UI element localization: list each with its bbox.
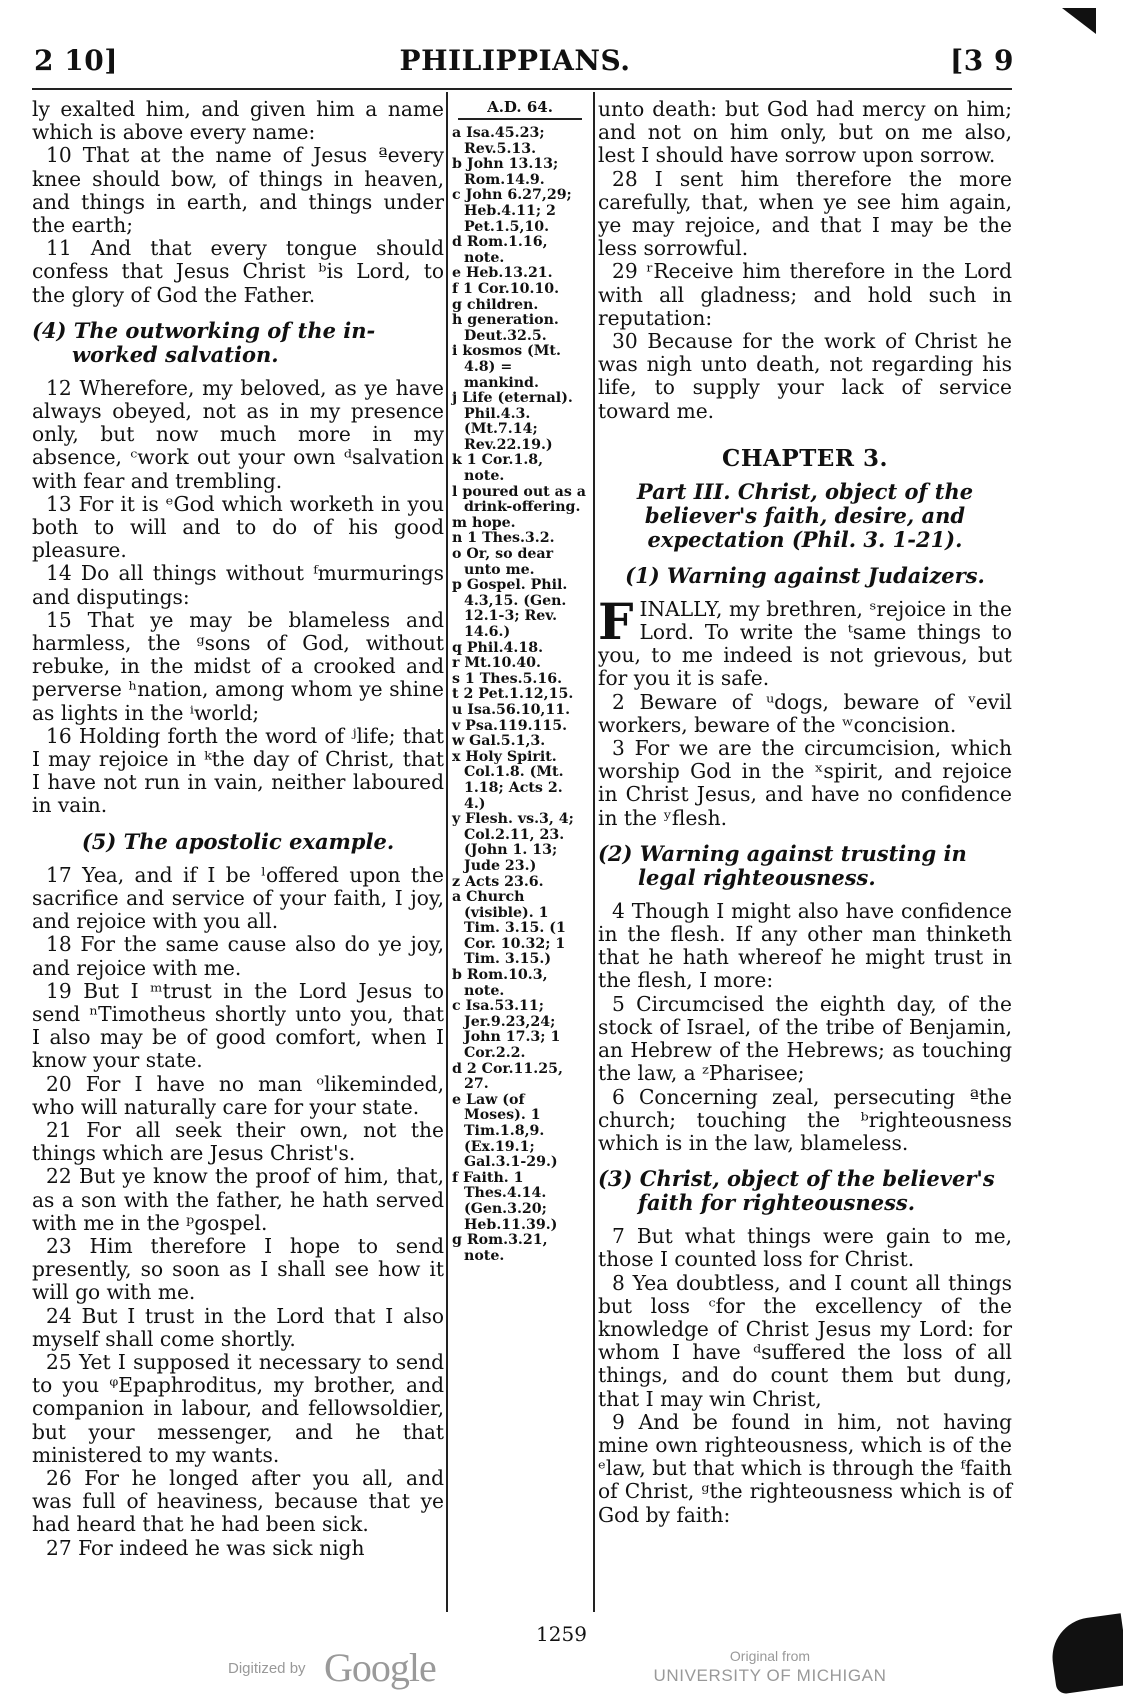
- left-text-column: [32, 98, 444, 1560]
- cross-reference-note: f Faith. 1 Thes.4.14. (Gen.3.20; Heb.11.39.): [452, 1169, 558, 1233]
- header-book-title: PHILIPPIANS.: [399, 44, 631, 77]
- original-from-label: Original from: [729, 1648, 811, 1664]
- section-heading: (4) The outworking of the in-worked salvation.: [32, 317, 376, 367]
- cross-reference-note: i kosmos (Mt. 4.8) = mankind.: [452, 343, 561, 391]
- cross-reference-note: o Or, so dear unto me.: [452, 546, 554, 578]
- verse: 6 Concerning zeal, persecuting ªthe church; touching the ᵇrighteousness which is in the law, blameless.: [598, 1084, 1012, 1155]
- verse: 21 For all seek their own, not the things which are Jesus Christ's.: [32, 1117, 444, 1166]
- cross-reference-note: c Isa.53.11; Jer.9.23,24; John 17.3; 1 Cor.2.2.: [452, 998, 561, 1062]
- right-text-column: [598, 98, 1012, 1527]
- cross-reference-note: c John 6.27,29; Heb.4.11; 2 Pet.1.5,10.: [452, 187, 572, 235]
- verse: 15 That ye may be blameless and harmless, the ᵍsons of God, without rebuke, in the midst of a crooked and perverse ʰnation, among whom ye shine as lights in the ⁱworld;: [32, 607, 444, 725]
- verse: 14 Do all things without ᶠmurmurings and disputings:: [32, 561, 444, 609]
- cross-reference-note: k 1 Cor.1.8, note.: [452, 452, 544, 485]
- verse-text: INALLY, my brethren, ˢrejoice in the Lord. To write the ᵗsame things to you, to me indeed is not grievous, but for you it is safe.: [598, 596, 1012, 691]
- cross-reference-note: z Acts 23.6.: [452, 873, 544, 890]
- header-chapter-verse-start: 2 10]: [34, 44, 118, 77]
- part-heading: Part III. Christ, object of the believer's faith, desire, and expectation (Phil. 3. 1-21).: [636, 478, 974, 552]
- cross-reference-note: b Rom.10.3, note.: [452, 967, 548, 999]
- verse: 24 But I trust in the Lord that I also myself shall come shortly.: [32, 1303, 444, 1351]
- verse: 23 Him therefore I hope to send presently, so soon as I shall see how it will go with me.: [32, 1233, 444, 1305]
- section-heading: (5) The apostolic example.: [81, 828, 395, 854]
- verse: 5 Circumcised the eighth day, of the stock of Israel, of the tribe of Benjamin, an Hebrew of the Hebrews; as touching the law, a ᶻPharisee;: [598, 991, 1012, 1086]
- header-chapter-verse-end: [3 9: [950, 44, 1014, 77]
- verse: 27 For indeed he was sick nigh: [46, 1535, 365, 1560]
- verse: 7 But what things were gain to me, those I counted loss for Christ.: [598, 1224, 1012, 1272]
- verse: 11 And that every tongue should confess that Jesus Christ ᵇis Lord, to the glory of God the Father.: [32, 236, 444, 307]
- verse: 13 For it is ᵉGod which worketh in you both to will and to do of his good pleasure.: [32, 491, 444, 563]
- verse: 25 Yet I supposed it necessary to send to you ᵠEpaphroditus, my brother, and companion in labour, and fellowsoldier, but your messenger, and he that ministered to my wants.: [32, 1349, 444, 1467]
- corner-arrow-icon: [1062, 8, 1096, 34]
- cross-reference-note: g Rom.3.21, note.: [452, 1232, 548, 1264]
- cross-reference-note: w Gal.5.1,3.: [452, 733, 546, 750]
- header-rule: [32, 88, 1012, 90]
- cross-reference-note: v Psa.119.115.: [452, 717, 568, 734]
- cross-reference-note: l poured out as a drink-offering.: [452, 483, 586, 516]
- verse: 16 Holding forth the word of ʲlife; that I may rejoice in ᵏthe day of Christ, that I have not run in vain, neither laboured in vain.: [32, 723, 444, 818]
- cross-reference-note: t 2 Pet.1.12,15.: [452, 686, 574, 703]
- cross-reference-note: d 2 Cor.11.25, 27.: [452, 1060, 563, 1093]
- verse: 4 Though I might also have confidence in the flesh. If any other man thinketh that he hath whereof he might trust in the flesh, I more:: [598, 898, 1012, 993]
- cross-reference-note: f 1 Cor.10.10.: [452, 280, 560, 297]
- cross-reference-note: s 1 Thes.5.16.: [452, 670, 563, 687]
- google-logo: Google: [324, 1645, 436, 1690]
- verse-1-paragraph: [598, 591, 1012, 691]
- cross-reference-note: p Gospel. Phil. 4.3,15. (Gen. 12.1-3; Rev. 14.6.): [452, 577, 568, 640]
- cross-reference-note: j Life (eternal). Phil.4.3. (Mt.7.14; Rev.22.19.): [452, 390, 573, 453]
- cross-reference-note: b John 13.13; Rom.14.9.: [452, 156, 559, 188]
- verse: 12 Wherefore, my beloved, as ye have always obeyed, not as in my presence only, but now much more in my absence, ᶜwork out your own ᵈsalvation with fear and trembling.: [32, 375, 444, 493]
- verse: 19 But I ᵐtrust in the Lord Jesus to send ⁿTimotheus shortly unto you, that I also may be of good comfort, when I know your state.: [32, 978, 444, 1073]
- section-heading: (1) Warning against Judaizers.: [625, 562, 985, 588]
- verse: 22 But ye know the proof of him, that, as a son with the father, he hath served with me in the ᵖgospel.: [32, 1164, 444, 1235]
- university-label: UNIVERSITY OF MICHIGAN: [653, 1666, 887, 1685]
- cross-reference-note: u Isa.56.10,11.: [452, 701, 571, 718]
- drop-cap: F: [598, 591, 634, 651]
- verse: 18 For the same cause also do ye joy, and rejoice with me.: [32, 932, 444, 980]
- left-column-divider: [446, 92, 448, 1612]
- cross-reference-note: y Flesh. vs.3, 4; Col.2.11, 23. (John 1. 13; Jude 23.): [452, 811, 574, 874]
- chapter-heading: CHAPTER 3.: [722, 444, 888, 472]
- verse: 28 I sent him therefore the more carefully, that, when ye see him again, ye may rejoice, and that I may be the less sorrowful.: [598, 166, 1012, 261]
- right-column-divider: [593, 92, 595, 1612]
- cross-reference-note: q Phil.4.18.: [452, 639, 544, 656]
- cross-reference-note: e Heb.13.21.: [452, 265, 553, 282]
- cross-reference-note: x Holy Spirit. Col.1.8. (Mt. 1.18; Acts 2. 4.): [452, 748, 564, 812]
- verse: ly exalted him, and given him a name which is above every name:: [32, 97, 444, 145]
- cross-reference-note: n 1 Thes.3.2.: [452, 530, 555, 547]
- page-number: 1259: [536, 1622, 587, 1646]
- cross-reference-note: a Church (visible). 1 Tim. 3.15. (1 Cor. 10.32; 1 Tim. 3.15.): [452, 889, 566, 968]
- cross-reference-note: r Mt.10.40.: [452, 655, 541, 672]
- verse: 29 ʳReceive him therefore in the Lord with all gladness; and hold such in reputation:: [598, 259, 1012, 330]
- reference-column: [452, 98, 588, 1264]
- verse: unto death: but God had mercy on him; and not on him only, but on me also, lest I should have sorrow upon sorrow.: [598, 97, 1012, 168]
- verse: 26 For he longed after you all, and was full of heaviness, because that ye had heard that he had been sick.: [32, 1465, 444, 1537]
- verse: 9 And be found in him, not having mine own righteousness, which is of the ᵉlaw, but that which is through the ᶠfaith of Christ, ᵍthe righteousness which is of God by faith:: [598, 1409, 1012, 1527]
- cross-reference-note: m hope.: [452, 514, 516, 531]
- verse: 10 That at the name of Jesus ªevery knee should bow, of things in heaven, and things in earth, and things under the earth;: [32, 143, 444, 238]
- cross-reference-note: e Law (of Moses). 1 Tim.1.8,9. (Ex.19.1; Gal.3.1-29.): [452, 1091, 558, 1171]
- section-heading: (2) Warning against trusting in legal righteousness.: [598, 840, 967, 890]
- date-label: A.D. 64.: [458, 98, 582, 120]
- cross-reference-note: d Rom.1.16, note.: [452, 234, 548, 266]
- verse: 20 For I have no man ᵒlikeminded, who will naturally care for your state.: [32, 1071, 444, 1119]
- verse: 2 Beware of ᵘdogs, beware of ᵛevil workers, beware of the ʷconcision.: [598, 689, 1012, 737]
- digitized-by-label: Digitized by: [228, 1660, 306, 1677]
- verse: 8 Yea doubtless, and I count all things but loss ᶜfor the excellency of the knowledge of Christ Jesus my Lord: for whom I have ᵈsuffered the loss of all things, and do count them but dung, that I may win Christ,: [598, 1270, 1012, 1411]
- verse: 30 Because for the work of Christ he was nigh unto death, not regarding his life, to supply your lack of service toward me.: [598, 329, 1012, 423]
- verse: 17 Yea, and if I be ˡoffered upon the sacrifice and service of your faith, I joy, and rejoice with you all.: [32, 862, 444, 934]
- cross-reference-note: g children.: [452, 296, 539, 313]
- cross-reference-note: a Isa.45.23; Rev.5.13.: [452, 125, 545, 157]
- verse: 3 For we are the circumcision, which worship God in the ˣspirit, and rejoice in Christ Jesus, and have no confidence in the ʸflesh.: [598, 736, 1012, 830]
- cross-reference-note: h generation. Deut.32.5.: [452, 312, 559, 344]
- marginal-notes: [452, 126, 588, 1264]
- section-heading: (3) Christ, object of the believer's faith for righteousness.: [598, 1166, 995, 1216]
